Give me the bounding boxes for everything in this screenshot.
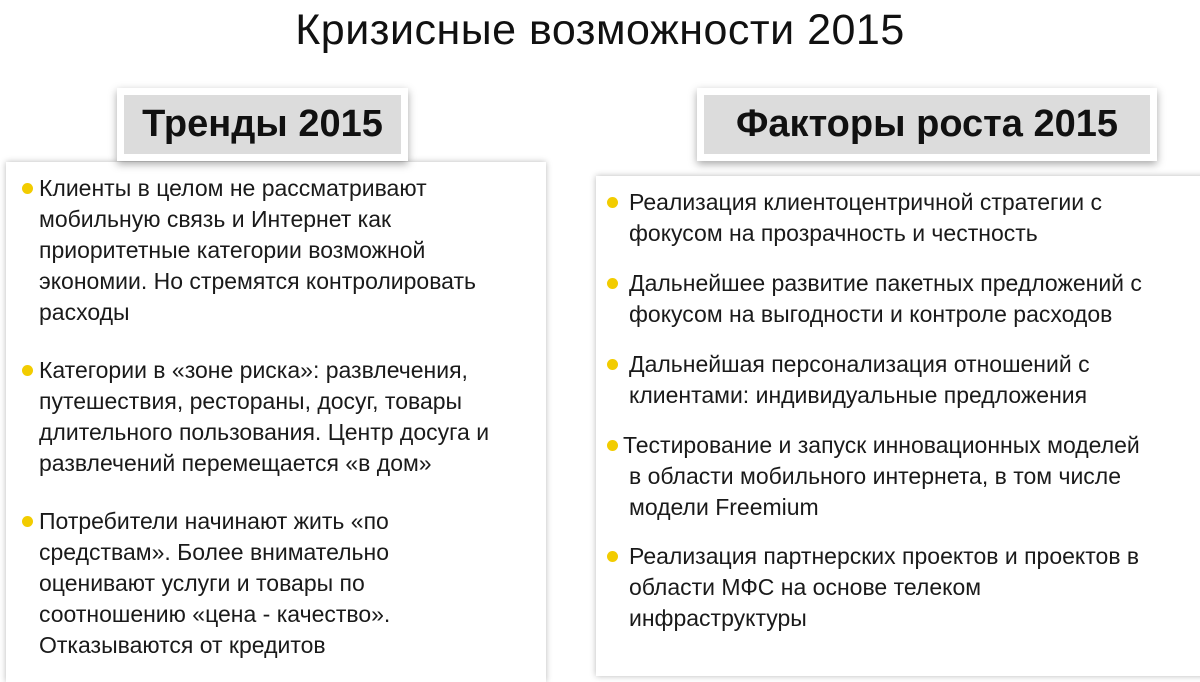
growth-factor-line: инфраструктуры — [629, 605, 807, 631]
trend-item-line: Отказываются от кредитов — [39, 632, 326, 658]
trend-item-line: соотношению «цена - качество». — [39, 601, 391, 627]
page-title: Кризисные возможности 2015 — [295, 6, 905, 54]
growth-factors-header: Факторы роста 2015 — [704, 95, 1150, 154]
growth-factor-line: Реализация клиентоцентричной стратегии с — [629, 189, 1102, 215]
bullet-dot-icon — [22, 365, 33, 376]
bullet-dot-icon — [607, 551, 618, 562]
bullet-dot-icon — [607, 440, 618, 451]
bullet-dot-icon — [607, 197, 618, 208]
trend-item-line: Клиенты в целом не рассматривают — [39, 175, 427, 201]
trend-item-line: путешествия, рестораны, досуг, товары — [39, 388, 463, 414]
growth-factor-line: Тестирование и запуск инновационных моделей — [623, 432, 1140, 458]
growth-factor-line: Дальнейшее развитие пакетных предложений с — [629, 270, 1142, 296]
growth-factor-line: фокусом на выгодности и контроле расходов — [629, 301, 1113, 327]
growth-factor-line: фокусом на прозрачность и честность — [629, 220, 1038, 246]
growth-factor-line: Дальнейшая персонализация отношений с — [629, 351, 1090, 377]
growth-factors-header-box — [697, 88, 1157, 161]
trend-item-line: экономии. Но стремятся контролировать — [39, 268, 476, 294]
trend-item-line: мобильную связь и Интернет как — [39, 206, 392, 232]
growth-factor-line: модели Freemium — [629, 494, 819, 520]
bullet-dot-icon — [22, 516, 33, 527]
growth-factor-line: Реализация партнерских проектов и проектов в — [629, 543, 1140, 569]
bullet-dot-icon — [607, 278, 618, 289]
trend-item-line: Категории в «зоне риска»: развлечения, — [39, 357, 468, 383]
growth-factor-line: области МФС на основе телеком — [629, 574, 982, 600]
trends-header-box — [117, 88, 408, 161]
growth-factor-line: в области мобильного интернета, в том числе — [629, 463, 1122, 489]
growth-factor-line: клиентами: индивидуальные предложения — [629, 382, 1088, 408]
trend-item-line: приоритетные категории возможной — [39, 237, 426, 263]
trend-item-line: развлечений перемещается «в дом» — [39, 450, 432, 476]
bullet-dot-icon — [607, 359, 618, 370]
trend-item-line: расходы — [39, 299, 130, 325]
trend-item-line: длительного пользования. Центр досуга и — [39, 419, 490, 445]
bullet-dot-icon — [22, 183, 33, 194]
trends-header: Тренды 2015 — [124, 95, 401, 154]
trend-item-line: средствам». Более внимательно — [39, 539, 390, 565]
trend-item-line: оценивают услуги и товары по — [39, 570, 365, 596]
trend-item-line: Потребители начинают жить «по — [39, 508, 389, 534]
